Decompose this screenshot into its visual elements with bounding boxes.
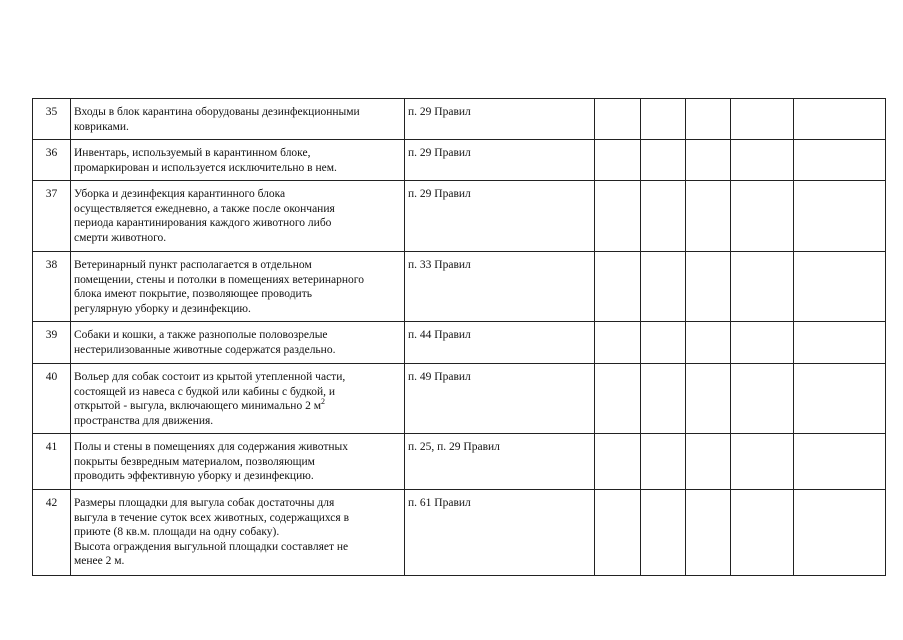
requirement-text — [71, 322, 405, 364]
rule-reference: п. 29 Правил — [405, 99, 595, 140]
requirement-text — [71, 364, 405, 434]
table-row — [33, 364, 886, 434]
answer-cell[interactable] — [686, 140, 731, 181]
answer-cell[interactable] — [595, 434, 641, 490]
answer-cell[interactable] — [595, 322, 641, 364]
requirement-line: помещении, стены и потолки в помещениях ветеринарного — [74, 273, 364, 286]
requirement-line: покрыты безвредным материалом, позволяющим — [74, 455, 315, 468]
requirement-line: Высота ограждения выгульной площадки составляет не — [74, 540, 349, 553]
requirement-text — [71, 181, 405, 252]
requirement-line: Ветеринарный пункт располагается в отдельном — [74, 259, 312, 271]
requirement-line: смерти животного. — [74, 231, 167, 244]
answer-cell[interactable] — [731, 252, 794, 322]
rule-reference: п. 25, п. 29 Правил — [405, 434, 595, 490]
requirement-text — [71, 140, 405, 181]
row-number: 38 — [33, 252, 71, 322]
requirement-line — [74, 399, 401, 414]
notes-cell[interactable] — [794, 99, 886, 140]
row-number: 42 — [33, 490, 71, 576]
row-number: 39 — [33, 322, 71, 364]
answer-cell[interactable] — [641, 434, 686, 490]
answer-cell[interactable] — [731, 140, 794, 181]
requirement-line: промаркирован и используется исключительно в нем. — [74, 161, 337, 174]
answer-cell[interactable] — [731, 364, 794, 434]
requirement-text — [71, 490, 405, 576]
table-row — [33, 490, 886, 576]
answer-cell[interactable] — [641, 364, 686, 434]
answer-cell[interactable] — [731, 99, 794, 140]
requirement-line: блока имеют покрытие, позволяющее проводить — [74, 288, 312, 300]
requirement-line: выгула в течение суток всех животных, содержащихся в — [74, 511, 349, 524]
answer-cell[interactable] — [731, 434, 794, 490]
answer-cell[interactable] — [731, 181, 794, 252]
requirement-line: проводить эффективную уборку и дезинфекцию. — [74, 470, 314, 482]
notes-cell[interactable] — [794, 434, 886, 490]
requirement-line: Собаки и кошки, а также разнополые половозрелые — [74, 329, 328, 341]
answer-cell[interactable] — [731, 322, 794, 364]
requirement-line: менее 2 м. — [74, 555, 125, 567]
requirement-line: Уборка и дезинфекция карантинного блока — [74, 188, 286, 200]
requirement-line: пространства для движения. — [74, 414, 214, 427]
notes-cell[interactable] — [794, 140, 886, 181]
answer-cell[interactable] — [595, 252, 641, 322]
answer-cell[interactable] — [686, 434, 731, 490]
row-number: 36 — [33, 140, 71, 181]
rule-reference: п. 33 Правил — [405, 252, 595, 322]
answer-cell[interactable] — [641, 181, 686, 252]
rule-reference: п. 29 Правил — [405, 140, 595, 181]
answer-cell[interactable] — [686, 322, 731, 364]
requirement-line: Размеры площадки для выгула собак достаточны для — [74, 497, 335, 509]
checklist-table — [32, 98, 886, 576]
answer-cell[interactable] — [595, 181, 641, 252]
notes-cell[interactable] — [794, 252, 886, 322]
requirement-line-text: открытой - выгула, включающего минимально 2 м — [74, 400, 321, 412]
requirement-text — [71, 434, 405, 490]
requirement-line: осуществляется ежедневно, а также после окончания — [74, 202, 335, 215]
requirement-text — [71, 99, 405, 140]
row-number: 37 — [33, 181, 71, 252]
answer-cell[interactable] — [731, 490, 794, 576]
requirement-line: Инвентарь, используемый в карантинном блоке, — [74, 147, 311, 159]
requirement-line: Полы и стены в помещениях для содержания животных — [74, 441, 349, 453]
answer-cell[interactable] — [595, 140, 641, 181]
answer-cell[interactable] — [686, 490, 731, 576]
answer-cell[interactable] — [686, 252, 731, 322]
requirement-line: ковриками. — [74, 120, 129, 133]
rule-reference: п. 29 Правил — [405, 181, 595, 252]
answer-cell[interactable] — [686, 99, 731, 140]
requirement-line: нестерилизованные животные содержатся раздельно. — [74, 343, 336, 356]
requirement-text — [71, 252, 405, 322]
answer-cell[interactable] — [641, 140, 686, 181]
row-number: 41 — [33, 434, 71, 490]
superscript: 2 — [320, 397, 325, 407]
notes-cell[interactable] — [794, 490, 886, 576]
table-row — [33, 99, 886, 140]
requirement-line: приюте (8 кв.м. площади на одну собаку). — [74, 526, 280, 538]
answer-cell[interactable] — [595, 364, 641, 434]
requirement-line: Вольер для собак состоит из крытой утепленной части, — [74, 371, 346, 383]
answer-cell[interactable] — [595, 490, 641, 576]
requirement-line: регулярную уборку и дезинфекцию. — [74, 302, 251, 315]
rule-reference: п. 49 Правил — [405, 364, 595, 434]
answer-cell[interactable] — [641, 99, 686, 140]
answer-cell[interactable] — [641, 490, 686, 576]
rule-reference: п. 61 Правил — [405, 490, 595, 576]
table-row — [33, 322, 886, 364]
requirement-line: состоящей из навеса с будкой или кабины с будкой, и — [74, 385, 336, 398]
answer-cell[interactable] — [641, 252, 686, 322]
requirement-line: периода карантинирования каждого животного либо — [74, 217, 332, 229]
answer-cell[interactable] — [641, 322, 686, 364]
notes-cell[interactable] — [794, 322, 886, 364]
answer-cell[interactable] — [595, 99, 641, 140]
requirement-line: Входы в блок карантина оборудованы дезинфекционными — [74, 106, 360, 118]
answer-cell[interactable] — [686, 181, 731, 252]
rule-reference: п. 44 Правил — [405, 322, 595, 364]
row-number: 35 — [33, 99, 71, 140]
table-row — [33, 252, 886, 322]
table-row — [33, 140, 886, 181]
row-number: 40 — [33, 364, 71, 434]
answer-cell[interactable] — [686, 364, 731, 434]
table-row — [33, 434, 886, 490]
notes-cell[interactable] — [794, 181, 886, 252]
notes-cell[interactable] — [794, 364, 886, 434]
table-row — [33, 181, 886, 252]
